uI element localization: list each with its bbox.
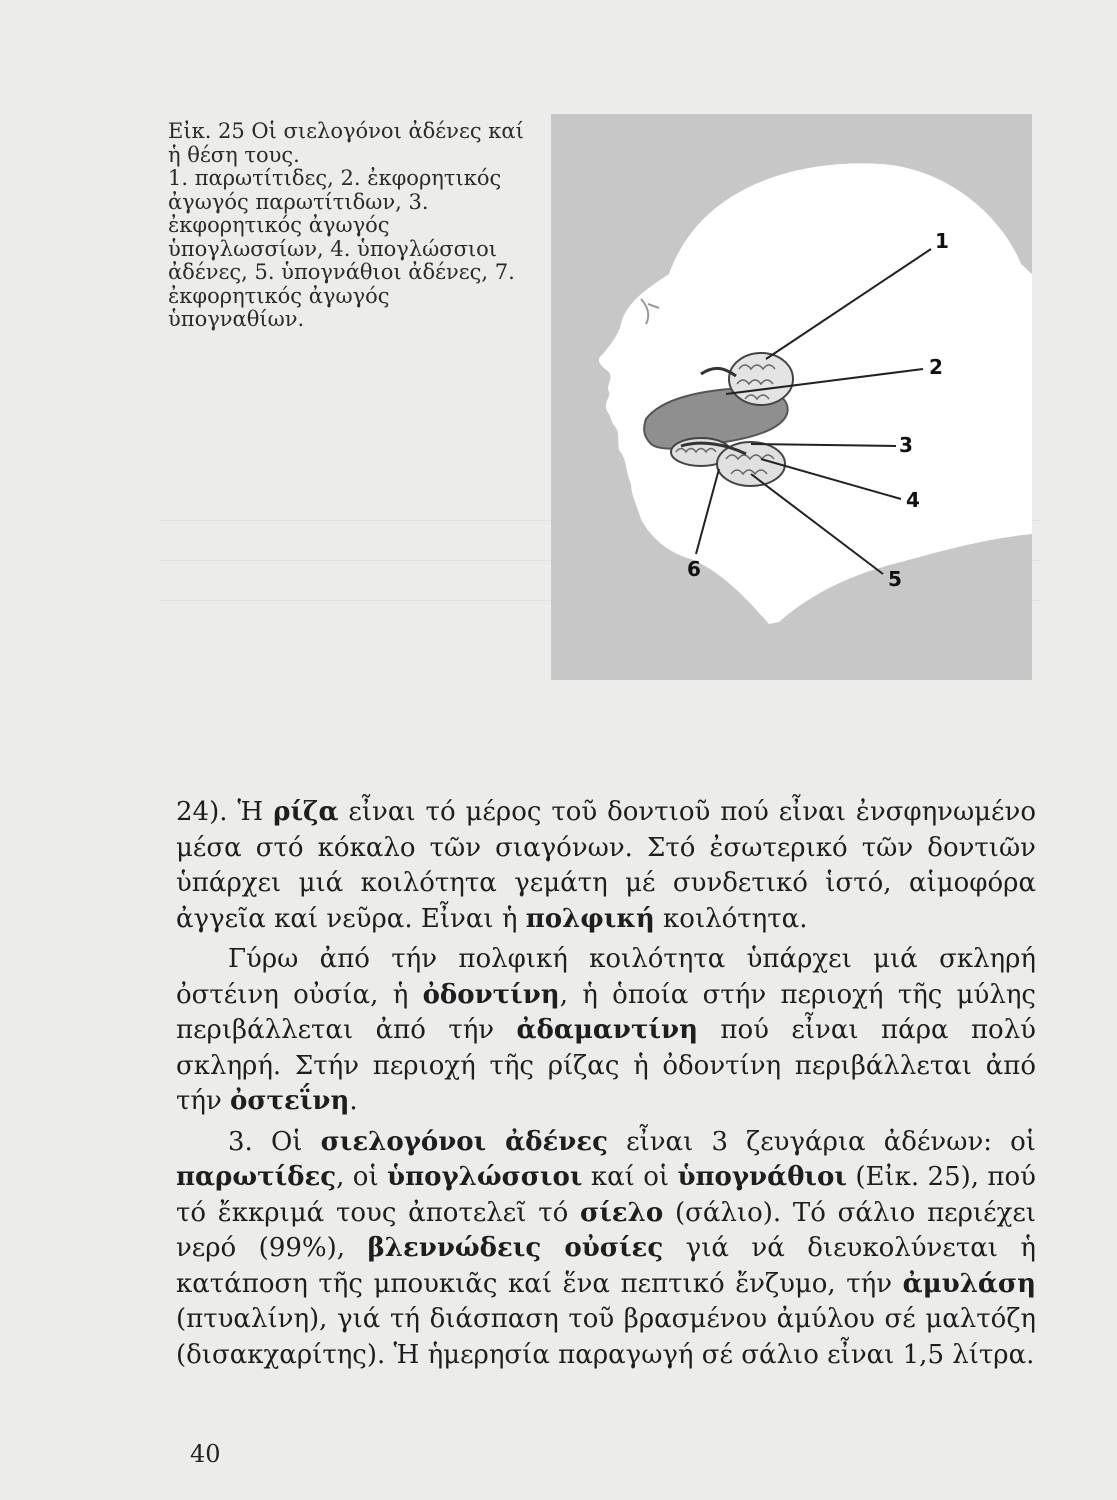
term-mucous: βλεννώδεις οὐσίες bbox=[367, 1233, 664, 1263]
figure-label-1: 1 bbox=[935, 229, 949, 253]
text-run: εἶναι τό μέρος τοῦ δοντιοῦ πού εἶναι ἐνσφηνωμένο μέσα στό κόκαλο τῶν σιαγόνων. Στό ἐσωτερικό τῶν δοντιῶν ὑπάρχει μιά κοιλότητα γεμάτη μέ συνδετικό ἱστό, αἱμοφόρα ἀγγεῖα καί νεῦρα. Εἶναι ἡ bbox=[176, 797, 1036, 934]
term-submandibular: ὑπογνάθιοι bbox=[677, 1162, 847, 1192]
parotid-gland bbox=[729, 353, 793, 405]
text-run: καί οἱ bbox=[582, 1162, 678, 1192]
text-run: γιά νά διευκολύνεται ἡ κατάποση τῆς μπουκιᾶς καί ἕνα πεπτικό ἔνζυμο, τήν bbox=[176, 1233, 1036, 1299]
caption-legend: 1. παρωτίτιδες, 2. ἐκφορητικός ἀγωγός παρωτίτιδων, 3. ἐκφορητικός ἀγωγός ὑπογλωσσίων, 4. ὑπογλώσσιοι ἀδένες, 5. ὑπογνάθιοι ἀδένες, 7. ἐκφορητικός ἀγωγός ὑπογναθίων. bbox=[168, 166, 515, 331]
term-salivary-glands: σιελογόνοι ἀδένες bbox=[320, 1126, 608, 1157]
head-silhouette bbox=[599, 163, 1032, 624]
term-parotid: παρωτίδες bbox=[176, 1162, 337, 1192]
figure-label-2: 2 bbox=[929, 355, 943, 379]
figure-label-6: 6 bbox=[687, 557, 701, 581]
term-pulp: πολφική bbox=[525, 903, 655, 934]
term-cementum: ὀστεΐνη bbox=[230, 1086, 350, 1116]
figure-label-5: 5 bbox=[888, 567, 902, 591]
caption-title: Εἰκ. 25 Οἱ σιελογόνοι ἀδένες καί ἡ θέση τους. bbox=[168, 119, 524, 167]
term-sublingual: ὑπογλώσσιοι bbox=[387, 1162, 583, 1192]
text-run: , ἡ ὁποία στήν περιοχή τῆς μύλης περιβάλλεται ἀπό τήν bbox=[176, 979, 1036, 1045]
main-text bbox=[176, 795, 1036, 1373]
text-run: 3. Οἱ bbox=[228, 1126, 321, 1157]
text-run: εἶναι 3 ζευγάρια ἀδένων: οἱ bbox=[607, 1126, 1036, 1157]
term-dentin: ὀδοντίνη bbox=[422, 979, 560, 1010]
text-run: πού εἶναι πάρα πολύ σκληρή. Στήν περιοχή τῆς ρίζας ἡ ὀδοντίνη περιβάλλεται ἀπό τήν bbox=[176, 1015, 1036, 1116]
figure-label-4: 4 bbox=[906, 488, 920, 512]
figure-label-3: 3 bbox=[899, 433, 913, 457]
text-run: , οἱ bbox=[336, 1162, 388, 1192]
paragraph-dentin bbox=[176, 942, 1036, 1120]
paragraph-salivary bbox=[176, 1125, 1036, 1374]
figure-caption bbox=[168, 120, 530, 332]
submandibular-gland bbox=[717, 442, 785, 486]
text-run: (πτυαλίνη), γιά τή διάσπαση τοῦ βρασμένου ἀμύλου σέ μαλτόζη (δισακχαρίτης). Ἡ ἡμερησία παραγωγή σέ σάλιο εἶναι 1,5 λίτρα. bbox=[176, 1304, 1036, 1370]
text-run: (Εἰκ. 25), πού τό ἔκκριμά τους ἀποτελεῖ τό bbox=[176, 1162, 1036, 1228]
text-run: 24). Ἡ bbox=[176, 797, 274, 827]
salivary-glands-figure bbox=[551, 114, 1032, 680]
term-saliva: σίελο bbox=[580, 1197, 664, 1228]
text-run: (σάλιο). Τό σάλιο περιέχει νερό (99%), bbox=[176, 1197, 1037, 1263]
text-run: κοιλότητα. bbox=[654, 903, 808, 934]
term-amylase: ἀμυλάση bbox=[902, 1268, 1036, 1299]
text-run: . bbox=[349, 1086, 358, 1116]
text-run: Γύρω ἀπό τήν πολφική κοιλότητα ὑπάρχει μιά σκληρή ὀστέινη οὐσία, ἡ bbox=[176, 944, 1036, 1010]
paragraph-root bbox=[176, 795, 1036, 937]
term-root: ρίζα bbox=[273, 797, 339, 827]
page-number: 40 bbox=[190, 1440, 221, 1468]
term-enamel: ἀδαμαντίνη bbox=[516, 1015, 698, 1045]
